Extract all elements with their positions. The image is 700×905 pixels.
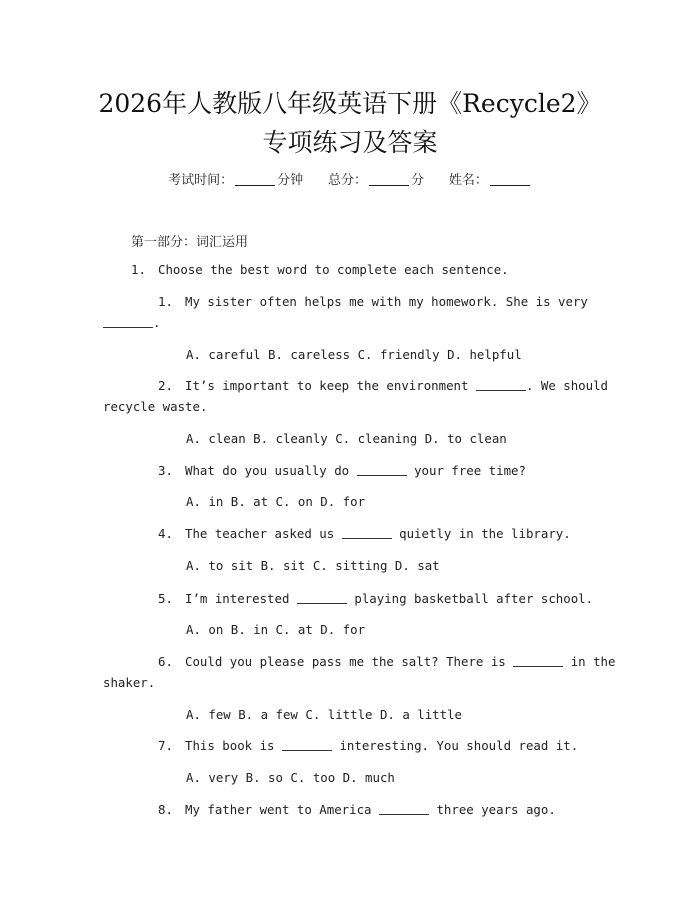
question-6-continuation: shaker. [103, 675, 156, 690]
question-1-options: A. careful B. careless C. friendly D. helpful [186, 347, 522, 362]
answer-blank[interactable] [342, 527, 392, 539]
question-text: I’m interested [185, 591, 290, 606]
question-number: 6. [158, 654, 173, 669]
question-text-after: in the [570, 654, 616, 669]
answer-blank[interactable] [357, 464, 407, 476]
answer-blank[interactable] [379, 803, 429, 815]
answer-blank[interactable] [513, 655, 563, 667]
answer-blank[interactable] [476, 379, 526, 391]
question-3 [158, 463, 526, 478]
task-number: 1. [131, 262, 146, 277]
exam-time-blank[interactable] [235, 173, 275, 186]
question-3-options: A. in B. at C. on D. for [186, 494, 366, 509]
question-number: 5. [158, 591, 173, 606]
question-number: 1. [158, 294, 173, 309]
question-text-after: . We should [525, 378, 609, 393]
question-text: This book is [185, 738, 275, 753]
task-instruction [131, 262, 509, 277]
question-text: My sister often helps me with my homework. She is very [185, 294, 588, 309]
question-text-after: your free time? [414, 463, 526, 478]
exam-time-unit: 分钟 [277, 173, 304, 188]
question-text: My father went to America [185, 802, 372, 817]
question-text-after: interesting. You should read it. [339, 738, 579, 753]
question-4-options: A. to sit B. sit C. sitting D. sat [186, 558, 440, 573]
answer-blank[interactable] [103, 316, 153, 328]
question-text-after: quietly in the library. [399, 526, 571, 541]
question-1 [158, 294, 588, 309]
name-blank[interactable] [490, 173, 530, 186]
question-2-continuation: recycle waste. [103, 399, 208, 414]
question-6-options: A. few B. a few C. little D. a little [186, 707, 463, 722]
question-text-cont: . [153, 315, 161, 330]
question-text: Could you please pass me the salt? There is [185, 654, 506, 669]
question-7 [158, 738, 578, 753]
question-number: 3. [158, 463, 173, 478]
exam-info-row [0, 169, 700, 188]
name-label: 姓名： [448, 173, 488, 188]
total-score-label: 总分： [327, 173, 367, 188]
answer-blank[interactable] [297, 592, 347, 604]
question-6 [158, 654, 615, 669]
question-4 [158, 526, 571, 541]
question-text-after: playing basketball after school. [354, 591, 594, 606]
task-text: Choose the best word to complete each sentence. [158, 262, 509, 277]
total-score-blank[interactable] [369, 173, 409, 186]
question-number: 4. [158, 526, 173, 541]
document-title-line-2: 专项练习及答案 [262, 128, 438, 157]
question-7-options: A. very B. so C. too D. much [186, 770, 395, 785]
total-score-unit: 分 [411, 173, 425, 188]
answer-blank[interactable] [282, 739, 332, 751]
question-number: 2. [158, 378, 173, 393]
question-number: 7. [158, 738, 173, 753]
question-2-options: A. clean B. cleanly C. cleaning D. to clean [186, 431, 507, 446]
question-5 [158, 591, 593, 606]
question-number: 8. [158, 802, 173, 817]
question-8 [158, 802, 556, 817]
question-5-options: A. on B. in C. at D. for [186, 622, 366, 637]
question-text: It’s important to keep the environment [185, 378, 469, 393]
question-2 [158, 378, 608, 393]
question-1-continuation [103, 315, 160, 330]
question-text-after: three years ago. [436, 802, 556, 817]
section-title: 第一部分：词汇运用 [131, 235, 249, 250]
question-text: What do you usually do [185, 463, 350, 478]
question-text: The teacher asked us [185, 526, 335, 541]
document-title-line-1: 2026年人教版八年级英语下册《Recycle2》 [98, 89, 602, 118]
exam-time-label: 考试时间： [168, 173, 234, 188]
